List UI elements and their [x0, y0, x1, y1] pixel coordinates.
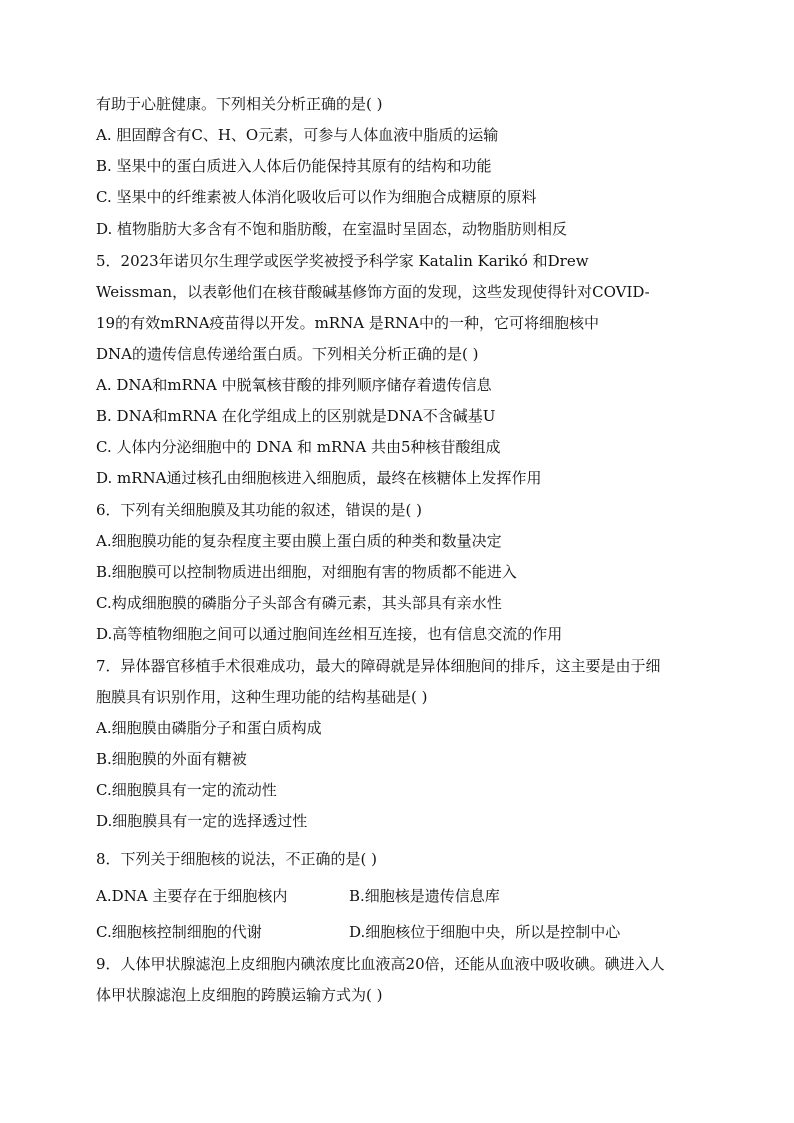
q7-option-d: D.细胞膜具有一定的选择透过性: [96, 812, 308, 830]
q7-option-a: A.细胞膜由磷脂分子和蛋白质构成: [96, 719, 322, 737]
q6-stem: 6．下列有关细胞膜及其功能的叙述，错误的是( ): [96, 501, 423, 519]
q6-option-c: C.构成细胞膜的磷脂分子头部含有磷元素，其头部具有亲水性: [96, 594, 502, 612]
q5-stem-line-3: 19的有效mRNA疫苗得以开发。mRNA 是RNA中的一种，它可将细胞核中: [96, 314, 600, 332]
q4-stem-end: 有助于心脏健康。下列相关分析正确的是( ): [96, 95, 383, 113]
q5-stem-line-2: Weissman，以表彰他们在核苷酸碱基修饰方面的发现，这些发现使得针对COVID-: [96, 283, 650, 301]
q4-option-b: B. 坚果中的蛋白质进入人体后仍能保持其原有的结构和功能: [96, 157, 492, 175]
q6-option-b: B.细胞膜可以控制物质进出细胞，对细胞有害的物质都不能进入: [96, 563, 517, 581]
q6-option-a: A.细胞膜功能的复杂程度主要由膜上蛋白质的种类和数量决定: [96, 532, 502, 550]
q8-option-b: B.细胞核是遗传信息库: [349, 887, 500, 905]
q4-option-c: C. 坚果中的纤维素被人体消化吸收后可以作为细胞合成糖原的原料: [96, 188, 537, 206]
q7-option-c: C.细胞膜具有一定的流动性: [96, 781, 277, 799]
q7-option-b: B.细胞膜的外面有糖被: [96, 750, 247, 768]
q8-option-c: C.细胞核控制细胞的代谢: [96, 923, 262, 941]
q7-stem-line-1: 7．异体器官移植手术很难成功，最大的障碍就是异体细胞间的排斥，这主要是由于细: [96, 657, 661, 675]
q5-option-a: A. DNA和mRNA 中脱氧核苷酸的排列顺序储存着遗传信息: [96, 376, 492, 394]
q8-stem: 8．下列关于细胞核的说法，不正确的是( ): [96, 850, 378, 868]
q5-stem-line-4: DNA的遗传信息传递给蛋白质。下列相关分析正确的是( ): [96, 345, 479, 363]
q5-option-c: C. 人体内分泌细胞中的 DNA 和 mRNA 共由5种核苷酸组成: [96, 438, 501, 456]
q7-stem-line-2: 胞膜具有识别作用，这种生理功能的结构基础是( ): [96, 688, 428, 706]
q5-stem-line-1: 5．2023年诺贝尔生理学或医学奖被授予科学家 Katalin Karikó 和Drew: [96, 252, 589, 270]
q4-option-d: D. 植物脂肪大多含有不饱和脂肪酸，在室温时呈固态，动物脂肪则相反: [96, 220, 568, 238]
q9-stem-line-1: 9．人体甲状腺滤泡上皮细胞内碘浓度比血液高20倍，还能从血液中吸收碘。碘进入人: [96, 955, 665, 973]
q5-option-b: B. DNA和mRNA 在化学组成上的区别就是DNA不含碱基U: [96, 407, 496, 425]
q8-option-d: D.细胞核位于细胞中央，所以是控制中心: [349, 923, 621, 941]
q5-option-d: D. mRNA通过核孔由细胞核进入细胞质，最终在核糖体上发挥作用: [96, 469, 542, 487]
q4-option-a: A. 胆固醇含有C、H、O元素，可参与人体血液中脂质的运输: [96, 126, 499, 144]
q9-stem-line-2: 体甲状腺滤泡上皮细胞的跨膜运输方式为( ): [96, 986, 383, 1004]
q8-option-a: A.DNA 主要存在于细胞核内: [96, 887, 288, 905]
q6-option-d: D.高等植物细胞之间可以通过胞间连丝相互连接，也有信息交流的作用: [96, 625, 563, 643]
